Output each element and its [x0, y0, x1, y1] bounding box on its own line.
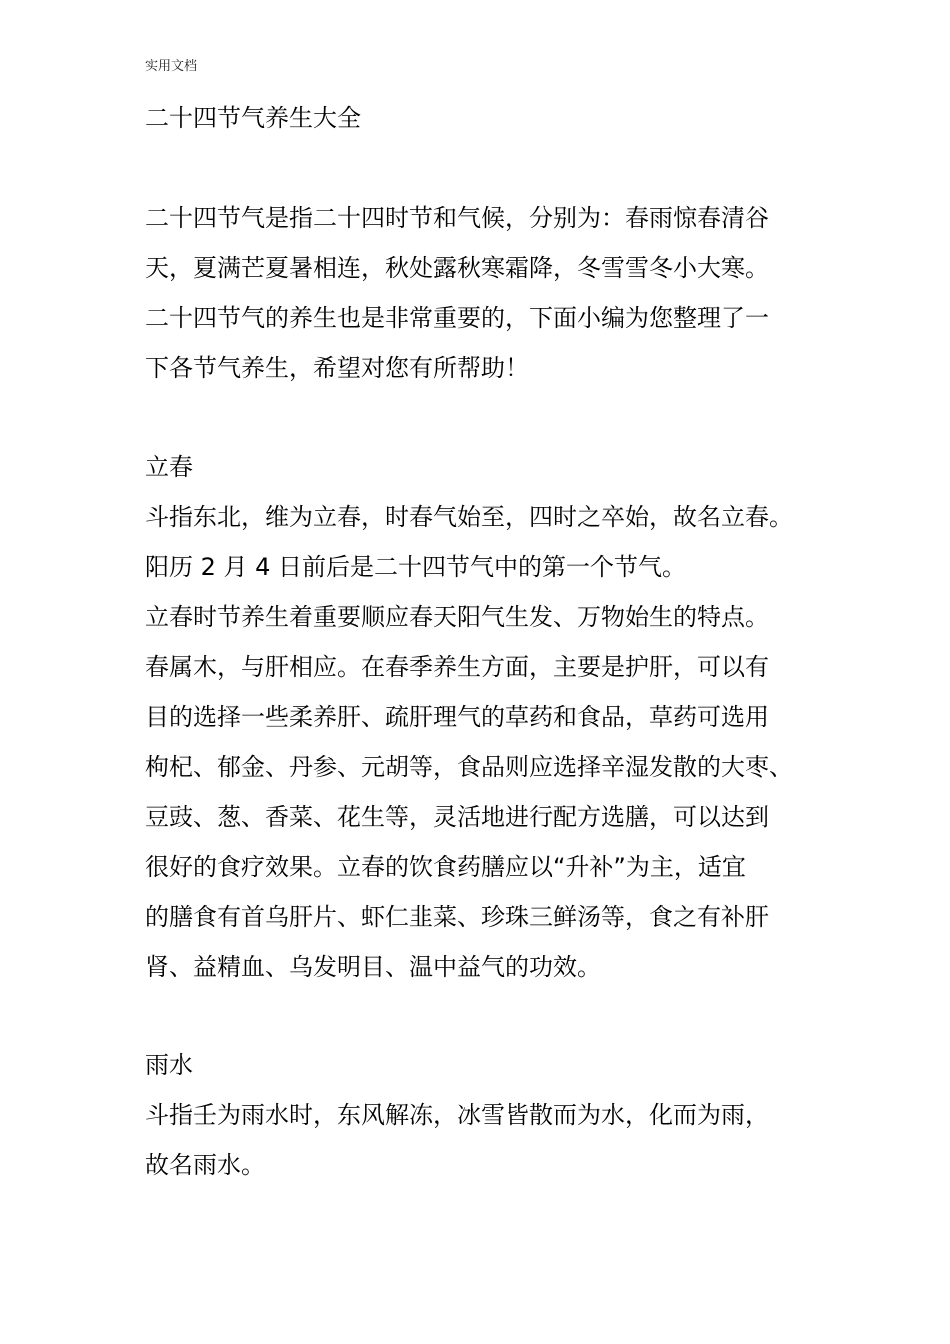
- section-lichun: [145, 442, 793, 992]
- section-line: 立春时节养生着重要顺应春天阳气生发、万物始生的特点。: [145, 603, 769, 631]
- intro-paragraph: [145, 193, 769, 393]
- section-line: 肾、益精血、乌发明目、温中益气的功效。: [145, 953, 601, 981]
- document-title: 二十四节气养生大全: [145, 104, 361, 132]
- intro-line: 二十四节气的养生也是非常重要的，下面小编为您整理了一: [145, 304, 769, 332]
- section-line: 豆豉、葱、香菜、花生等，灵活地进行配方选膳，可以达到: [145, 803, 769, 831]
- section-line: 枸杞、郁金、丹参、元胡等，食品则应选择辛湿发散的大枣、: [145, 753, 793, 781]
- intro-line: 下各节气养生，希望对您有所帮助！: [145, 354, 529, 382]
- section-line: 阳历 2 月 4 日前后是二十四节气中的第一个节气。: [145, 553, 687, 581]
- section-yushui: [145, 1040, 769, 1190]
- section-line: 故名雨水。: [145, 1151, 265, 1179]
- section-line: 很好的食疗效果。立春的饮食药膳应以“升补”为主，适宜: [145, 853, 746, 881]
- section-heading: 雨水: [145, 1051, 193, 1079]
- page-header-label: 实用文档: [145, 59, 198, 74]
- section-line: 斗指壬为雨水时，东风解冻，冰雪皆散而为水，化而为雨，: [145, 1101, 769, 1129]
- section-heading: 立春: [145, 453, 193, 481]
- section-line: 的膳食有首乌肝片、虾仁韭菜、珍珠三鲜汤等，食之有补肝: [145, 903, 769, 931]
- intro-line: 天，夏满芒夏暑相连，秋处露秋寒霜降，冬雪雪冬小大寒。: [145, 254, 769, 282]
- intro-line: 二十四节气是指二十四时节和气候，分别为：春雨惊春清谷: [145, 204, 769, 232]
- section-line: 目的选择一些柔养肝、疏肝理气的草药和食品，草药可选用: [145, 703, 769, 731]
- section-line: 春属木，与肝相应。在春季养生方面，主要是护肝，可以有: [145, 653, 769, 681]
- section-line: 斗指东北，维为立春，时春气始至，四时之卒始，故名立春。: [145, 503, 793, 531]
